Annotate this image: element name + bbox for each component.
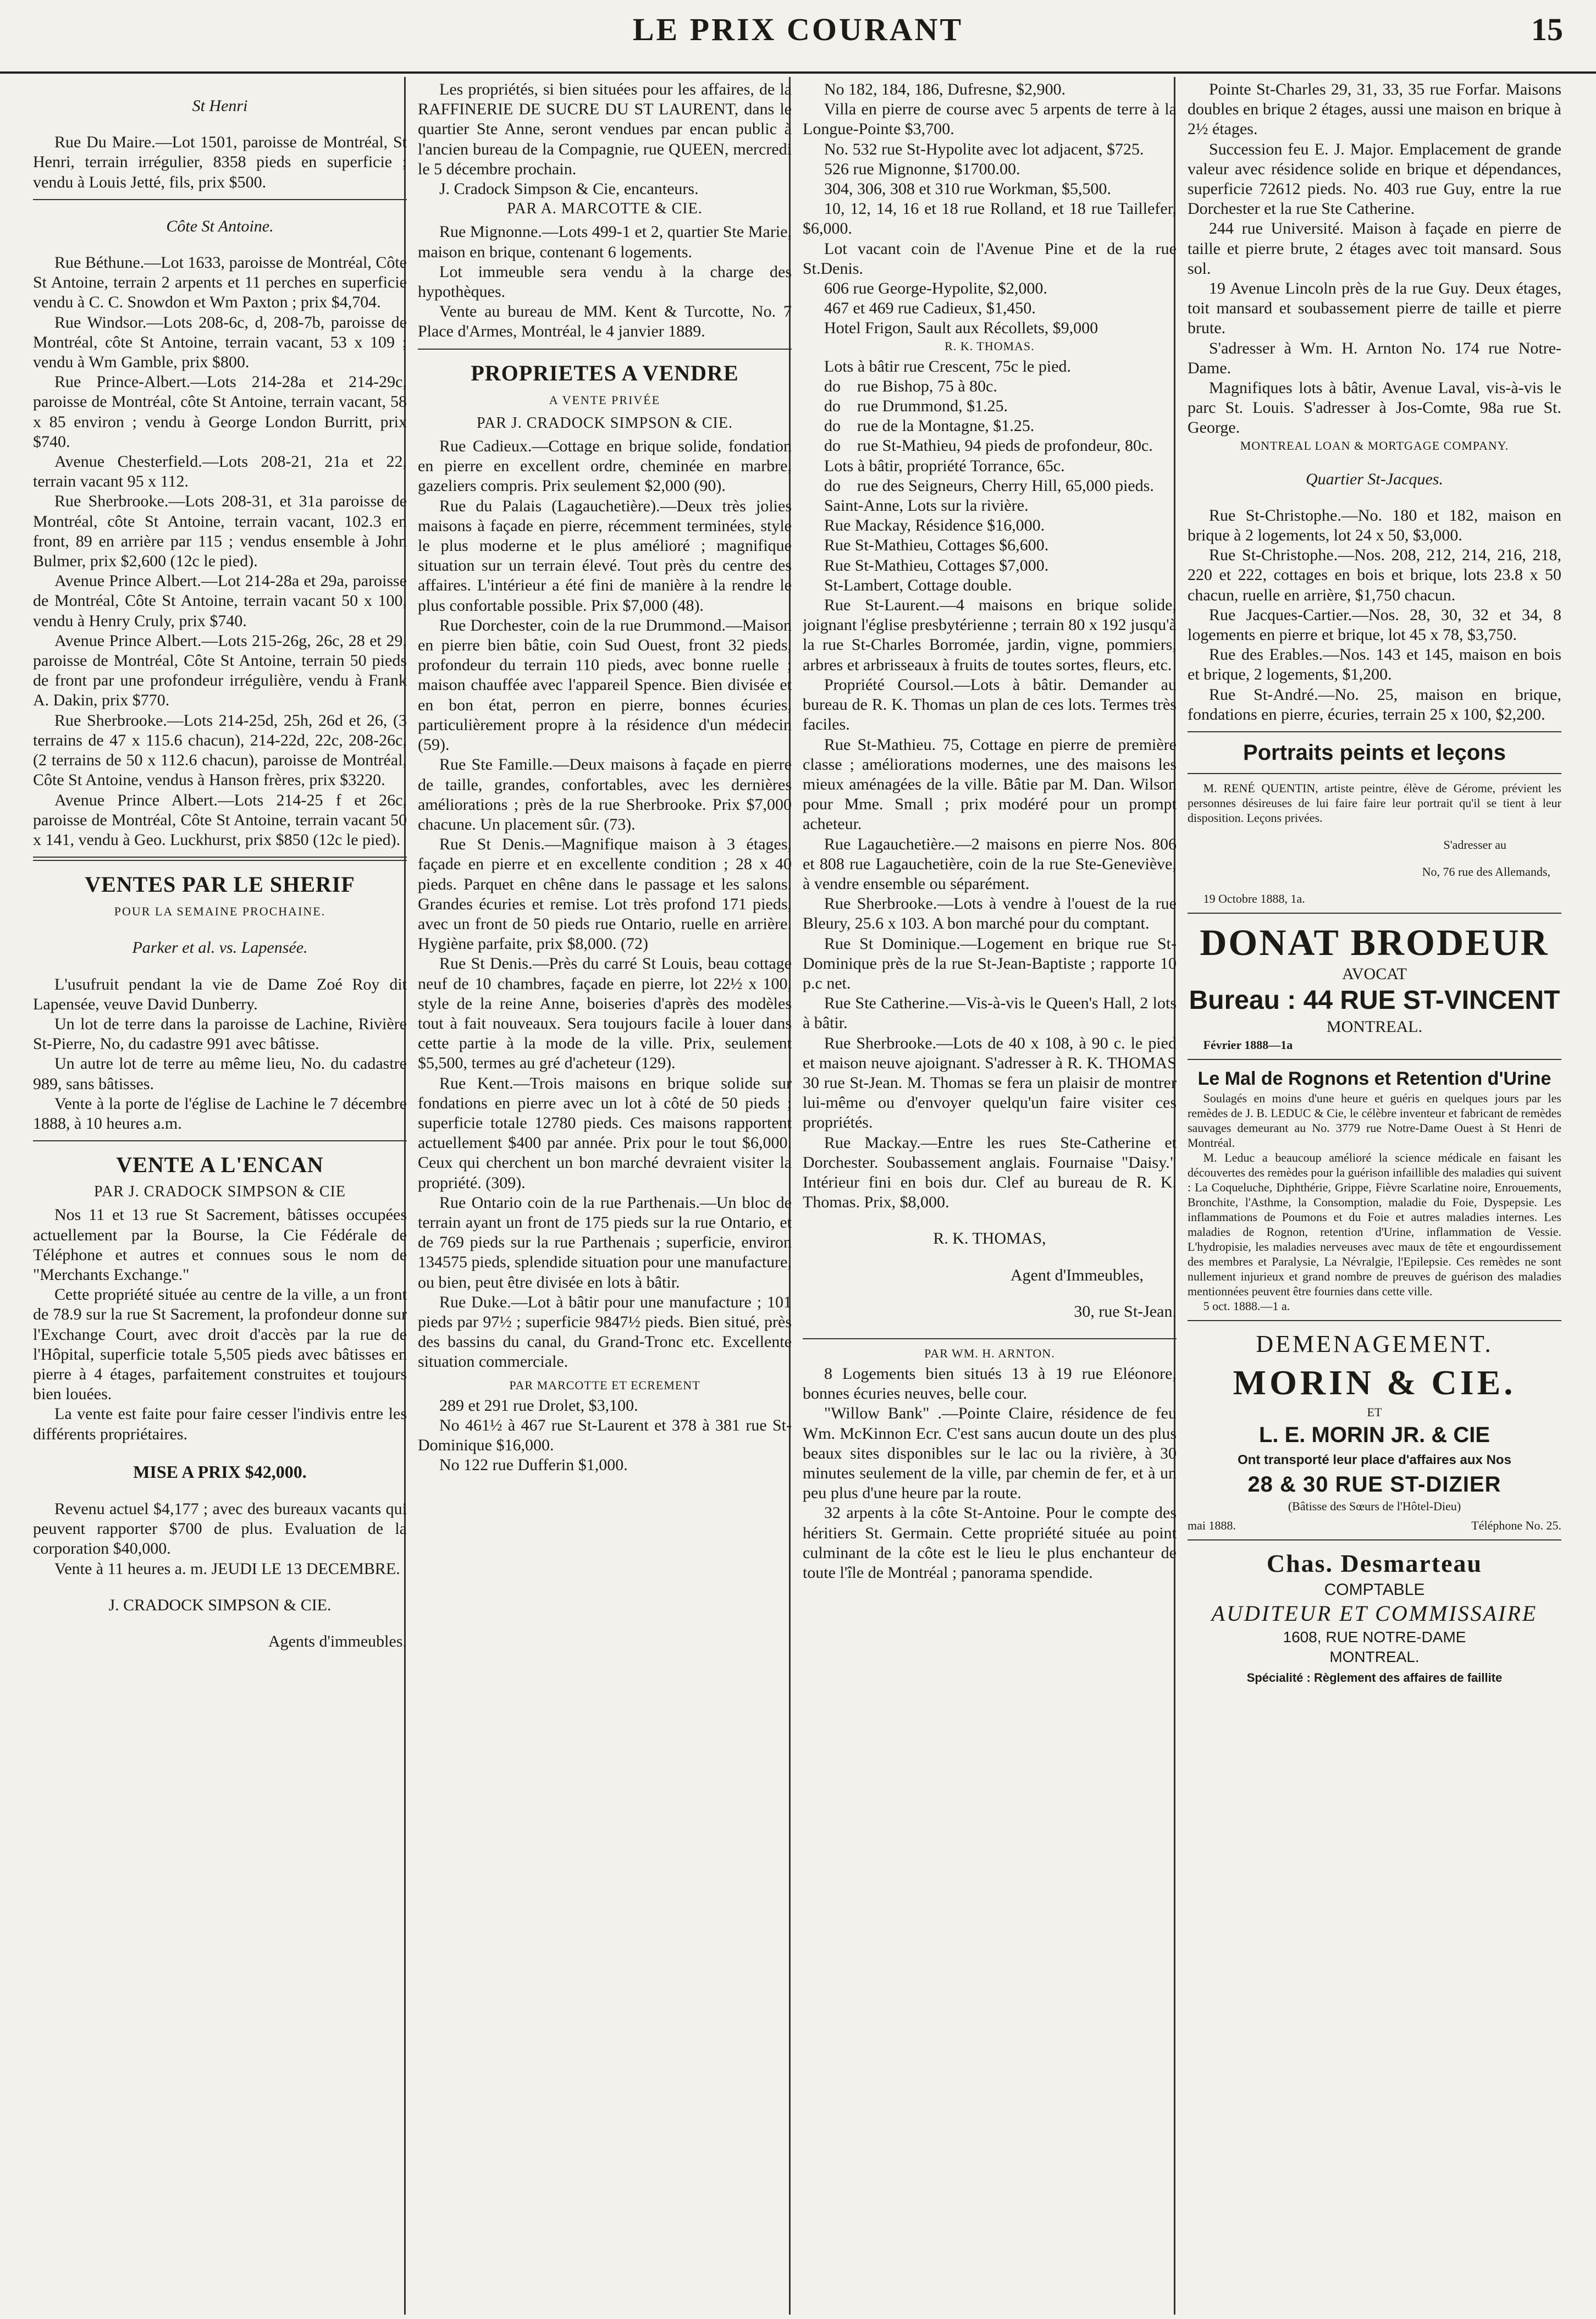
ad-note: (Bâtisse des Sœurs de l'Hôtel-Dieu) [1288,1499,1461,1513]
divider [1188,731,1561,732]
ad-body: M. RENÉ QUENTIN, artiste peintre, élève de Gérome, prévient les personnes désireuses de lui faire faire leur portrait qu'il se tient à leur disposition. Leçons privées. [1188,781,1561,825]
divider [803,1338,1177,1339]
page-number: 15 [1531,12,1563,47]
ad-body: Soulagés en moins d'une heure et guéris en quelques jours par les remèdes de J. B. LEDUC & Cie, le célèbre inventeur et fabricant de remèdes sauvages demeurant au No. 3779 rue Notre-Dame Ouest à St Henri de Montréal. [1188,1091,1561,1150]
listing-entry: Rue Ste Catherine.—Vis-à-vis le Queen's Hall, 2 lots à bâtir. [803,994,1177,1032]
sale-entry: Avenue Prince Albert.—Lot 214-28a et 29a, paroisse de Montréal, Côte St Antoine, terrain vacant 50 x 100, vendu à Henry Cruly, prix $740. [33,572,407,630]
listing-entry: Rue St-Laurent.—4 maisons en brique solide, joignant l'église presbytérienne ; terrain 80 x 192 jusqu'à la rue St-Charles Borromée, jardin, vigne, pommiers, arbres et arbrisseaux à fruits de toutes sortes, fleurs, etc. [803,596,1177,674]
ditto-entry: do rue des Seigneurs, Cherry Hill, 65,000 pieds. [824,476,1154,495]
sale-entry: Un autre lot de terre au même lieu, No. du cadastre 989, sans bâtisses. [33,1054,407,1093]
listing-entry: Magnifiques lots à bâtir, Avenue Laval, vis-à-vis le parc St. Louis. S'adresser à Jos-Comte, 98a rue St. George. [1188,379,1561,437]
listing-entry: Rue Ontario coin de la rue Parthenais.—Un bloc de terrain ayant un front de 175 pieds sur la rue Ontario, et de 769 pieds sur la rue Parthenais ; superficie, environ 134575 pieds, splendide situation pour une manufacture, ou bien, peut être divisée en lots à bâtir. [418,1193,792,1291]
case-title: Parker et al. vs. Lapensée. [132,938,308,957]
sale-entry: L'usufruit pendant la vie de Dame Zoé Roy dit Lapensée, veuve David Dunberry. [33,975,407,1013]
listing-entry: S'adresser à Wm. H. Arnton No. 174 rue Notre-Dame. [1188,339,1561,377]
listing-entry: Rue Lagauchetière.—2 maisons en pierre Nos. 806 et 808 rue Lagauchetière, coin de la rue Ste-Geneviève, à vendre ensemble ou séparément. [803,835,1177,893]
listing-entry: Villa en pierre de course avec 5 arpents de terre à la Longue-Pointe $3,700. [803,100,1177,139]
sale-entry: Vente à la porte de l'église de Lachine le 7 décembre 1888, à 10 heures a.m. [33,1094,407,1133]
ad-address: Bureau : 44 RUE ST-VINCENT [1189,986,1560,1015]
district-heading: Côte St Antoine. [166,217,274,235]
listing-entry: Rue Mackay, Résidence $16,000. [824,516,1045,535]
section-heading: VENTE A L'ENCAN [116,1152,324,1178]
listing-entry: 606 rue George-Hypolite, $2,000. [824,279,1048,298]
divider [1188,773,1561,774]
listing-entry: Rue Dorchester, coin de la rue Drummond.—Maison en pierre bien bâtie, coin Sud Ouest, front 32 pieds, profondeur du terrain 110 pieds, avec bonne ruelle ; maison chauffée avec l'appareil Spence. Bien divisée et en bon état, perron en pierre, bonnes écuries, particulièrement propre à la résidence d'un médecin (59). [418,616,792,754]
signature: 30, rue St-Jean. [1074,1302,1177,1321]
sale-entry: Lot immeuble sera vendu à la charge des hypothèques. [418,262,792,301]
listing-entry: Rue St-Mathieu, Cottages $6,600. [824,536,1049,555]
divider [1188,913,1561,914]
listing-entry: 289 et 291 rue Drolet, $3,100. [439,1396,638,1415]
sale-entry: Revenu actuel $4,177 ; avec des bureaux vacants qui peuvent rapporter $700 de plus. Evaluation de la corporation $40,000. [33,1499,407,1558]
ad-date: 5 oct. 1888.—1 a. [1203,1299,1290,1313]
listing-entry: Lot vacant coin de l'Avenue Pine et de la rue St.Denis. [803,239,1177,278]
page-header [0,0,1596,74]
listing-entry: 8 Logements bien situés 13 à 19 rue Eléonore, bonnes écuries neuves, belle cour. [803,1364,1177,1403]
column-3 [803,80,1177,2312]
sale-entry: Un lot de terre dans la paroisse de Lachine, Rivière St-Pierre, No, du cadastre 991 avec bâtisse. [33,1014,407,1053]
ad-date: Février 1888—1a [1203,1037,1293,1052]
listing-entry: Succession feu E. J. Major. Emplacement de grande valeur avec résidence solide en brique et dépendances, superficie 72612 pieds. No. 403 rue Guy, entre la rue Dorchester et la rue Ste Catherine. [1188,140,1561,218]
listing-entry: Propriété Coursol.—Lots à bâtir. Demander au bureau de R. K. Thomas un plan de ces lots. Termes très faciles. [803,675,1177,734]
ad-date: mai 1888. [1188,1518,1236,1532]
listing-entry: Rue St-Mathieu, Cottages $7,000. [824,556,1049,575]
ditto-entry: do rue de la Montagne, $1.25. [824,417,1035,435]
listing-entry: Rue Sherbrooke.—Lots à vendre à l'ouest de la rue Bleury, 25.6 x 103. A bon marché pour du comptant. [803,895,1177,933]
listing-entry: Rue St Denis.—Près du carré St Louis, beau cottage neuf de 10 chambres, façade en pierre, lot 22½ x 100, style de la reine Anne, boiseries d'après des modèles tout à fait nouveaux. Sera toujours facile à louer dans cette partie à la mode de la ville. Prix, seulement $5,500, termes au gré d'acheteur (129). [418,954,792,1073]
sale-entry: Rue Windsor.—Lots 208-6c, d, 208-7b, paroisse de Montréal, côte St Antoine, terrain vacant, 53 x 109 ; vendu à Wm Gamble, prix $800. [33,313,407,372]
listing-entry: 10, 12, 14, 16 et 18 rue Rolland, et 18 rue Taillefer, $6,000. [803,200,1177,238]
listing-entry: No 182, 184, 186, Dufresne, $2,900. [824,80,1066,98]
ad-leduc-remedies [1188,1067,1561,1313]
ditto-entry: do rue St-Mathieu, 94 pieds de profondeur, 80c. [824,437,1153,455]
listing-entry: St-Lambert, Cottage double. [824,576,1012,594]
listing-entry: Rue Ste Famille.—Deux maisons à façade en pierre de taille, grandes, confortables, avec les dernières améliorations ; près de la rue Sherbrooke. Prix $7,000 chacune. Un placement sûr. (73). [418,755,792,833]
sale-entry: Rue Prince-Albert.—Lots 214-28a et 214-29c, paroisse de Montréal, côte St Antoine, terrain vacant, 58 x 85 environ ; vendu à George London Burritt, prix $740. [33,373,407,451]
divider [1188,1059,1561,1060]
ad-title: COMPTABLE [1324,1580,1425,1599]
listing-entry: 19 Avenue Lincoln près de la rue Guy. Deux étages, toit mansard et soubassement pierre de taille et pierre brute. [1188,279,1561,338]
sale-entry: Nos 11 et 13 rue St Sacrement, bâtisses occupées actuellement par la Bourse, la Cie Fédérale de Téléphone et autres et connues sous le nom de "Merchants Exchange." [33,1206,407,1284]
signature: Agents d'immeubles. [268,1632,407,1650]
auctioneer-byline: PAR J. CRADOCK SIMPSON & CIE. [477,414,733,432]
signature: Agent d'Immeubles, [1010,1266,1144,1284]
listing-entry: Rue Cadieux.—Cottage en brique solide, fondation en pierre en excellent ordre, cheminée en marbre, gazeliers compris. Prix seulement $2,000 (90). [418,437,792,495]
sale-entry: Rue Sherbrooke.—Lots 214-25d, 25h, 26d et 26, (3 terrains de 47 x 115.6 chacun), 214-22d, 22c, 208-26c, (2 terrains de 50 x 112.6 chacun), paroisse de Montréal, Côte St Antoine, vendus à Hanson frères, prix $3220. [33,711,407,789]
listing-entry: Rue Jacques-Cartier.—Nos. 28, 30, 32 et 34, 8 logements en pierre et brique, lot 45 x 78, $3,750. [1188,605,1561,644]
agent-byline: MONTREAL LOAN & MORTGAGE COMPANY. [1240,438,1509,452]
signature: J. CRADOCK SIMPSON & CIE. [108,1595,332,1614]
listing-entry: Saint-Anne, Lots sur la rivière. [824,496,1029,515]
starting-price: MISE A PRIX $42,000. [133,1461,307,1482]
listing-entry: Rue St Denis.—Magnifique maison à 3 étages, façade en pierre et en excellente condition ; 28 x 40 pieds. Parquet en chêne dans le passage et les salons. Grandes écuries et remise. Lot très profond 171 pieds, avec un front de 50 pieds rue Ontario, ruelle en arrière. Hygiène parfaite, prix $8,000. (72) [418,835,792,953]
listing-entry: Hotel Frigon, Sault aux Récollets, $9,000 [824,319,1098,338]
column-1 [33,80,407,2312]
agent-byline: PAR WM. H. ARNTON. [924,1346,1055,1360]
column-2 [418,80,792,2312]
section-heading: VENTES PAR LE SHERIF [85,872,355,897]
ad-city: MONTREAL. [1326,1018,1423,1036]
sale-entry: Rue Du Maire.—Lot 1501, paroisse de Montréal, St Henri, terrain irrégulier, 8358 pieds en superficie ; vendu à Louis Jetté, fils, prix $500. [33,133,407,191]
sale-entry: Rue Sherbrooke.—Lots 208-31, et 31a paroisse de Montréal, côte St Antoine, terrain vacant, 102.3 en front, 89 en arrière par 115 ; vendus ensemble à John Bulmer, prix $2,600 (12c le pied). [33,492,407,571]
listing-entry: 467 et 469 rue Cadieux, $1,450. [824,299,1036,318]
ad-portraits [1188,739,1561,906]
ad-name: L. E. MORIN JR. & CIE [1258,1422,1490,1447]
divider [1188,1320,1561,1321]
divider [33,857,407,861]
district-heading: Quartier St-Jacques. [1306,470,1443,488]
section-subheading: POUR LA SEMAINE PROCHAINE. [114,904,326,919]
ad-morin [1188,1328,1561,1533]
sale-entry: Cette propriété située au centre de la ville, a un front de 78.9 sur la rue St Sacrement, la profondeur donne sur l'Exchange Court, avec droit d'accès par la rue de l'Hôpital, superficie totale 5,505 pieds avec bâtisses en pierre à 4 étages, parfaitement construites et toujours bien louées. [33,1285,407,1404]
ad-heading: Le Mal de Rognons et Retention d'Urine [1197,1068,1551,1089]
sale-entry: Avenue Prince Albert.—Lots 215-26g, 26c, 28 et 29, paroisse de Montréal, Côte St Antoine, terrain 50 pieds de front par une profondeur irrégulière, vendu à Frank A. Dakin, prix $770. [33,631,407,710]
listing-entry: Pointe St-Charles 29, 31, 33, 35 rue Forfar. Maisons doubles en brique 2 étages, aussi une maison en brique à 2½ étages. [1188,80,1561,139]
listing-entry: 244 rue Université. Maison à façade en pierre de taille et pierre brute, 2 étages avec toit mansard. Sous sol. [1188,219,1561,278]
sale-entry: La vente est faite pour faire cesser l'indivis entre les différents propriétaires. [33,1405,407,1443]
ad-date: 19 Octobre 1888, 1a. [1203,892,1305,906]
listing-entry: No 122 rue Dufferin $1,000. [439,1456,628,1475]
ad-city: MONTREAL. [1329,1648,1420,1666]
sale-entry: Rue Mignonne.—Lots 499-1 et 2, quartier Ste Marie, maison en brique, contenant 6 logements. [418,223,792,261]
listing-entry: 526 rue Mignonne, $1700.00. [824,159,1020,178]
listing-entry: Rue St-Mathieu. 75, Cottage en pierre de première classe ; améliorations modernes, une des maisons les mieux aménagées de la ville. Bâtie par M. Dan. Wilson pour Mme. Small ; prix modéré pour un prompt acheteur. [803,735,1177,833]
ad-name: MORIN & CIE. [1233,1362,1516,1402]
auctioneer-byline: PAR J. CRADOCK SIMPSON & CIE [94,1183,346,1201]
newspaper-title: LE PRIX COURANT [632,12,964,47]
listing-entry: Rue Sherbrooke.—Lots de 40 x 108, à 90 c. le pied et maison neuve ajoignant. S'adresser à R. K. THOMAS 30 rue St-Jean. M. Thomas se fera un plaisir de montrer lui-même ou d'envoyer quelqu'un faire visiter ces propriétés. [803,1034,1177,1132]
ad-donat-brodeur [1188,920,1561,1052]
section-subheading: A VENTE PRIVÉE [549,393,661,407]
auctioneer-byline: PAR A. MARCOTTE & CIE. [507,200,703,218]
divider [33,199,407,200]
signature: J. Cradock Simpson & Cie, encanteurs. [439,180,699,198]
listing-entry: No 461½ à 467 rue St-Laurent et 378 à 381 rue St-Dominique $16,000. [418,1416,792,1454]
ad-title: AUDITEUR ET COMMISSAIRE [1211,1600,1538,1626]
listing-entry: Rue St-André.—No. 25, maison en brique, fondations en pierre, écuries, terrain 25 x 100, $2,200. [1188,685,1561,724]
listing-entry: Lots à bâtir rue Crescent, 75c le pied. [824,357,1072,376]
ad-footer [1188,1518,1561,1533]
district-heading: St Henri [192,97,248,115]
divider [1188,1539,1561,1541]
sale-entry: Vente au bureau de MM. Kent & Turcotte, No. 7 Place d'Armes, Montréal, le 4 janvier 1889. [418,302,792,341]
ad-name: DONAT BRODEUR [1200,921,1549,964]
divider [33,1140,407,1141]
listing-entry: "Willow Bank" .—Pointe Claire, résidence de feu Wm. McKinnon Ecr. C'est sans aucun doute un des plus beaux sites disponibles sur le lac ou la rivière, à 30 minutes seulement de la ville, par chemin de fer, et à un peu plus d'une heure par la route. [803,1404,1177,1503]
ad-address: S'adresser au [1443,838,1506,852]
listing-entry: 32 arpents à la côte St-Antoine. Pour le compte des héritiers St. Germain. Cette propriété située au point culminant de la côte est le lieu le plus enchanteur de toute l'île de Montréal ; panorama spendide. [803,1504,1177,1582]
ad-address: 1608, RUE NOTRE-DAME [1283,1628,1466,1646]
ad-phone: Téléphone No. 25. [1471,1518,1561,1532]
ad-address: 28 & 30 RUE ST-DIZIER [1247,1472,1501,1497]
listing-entry: Rue Kent.—Trois maisons en brique solide sur fondations en pierre avec un lot à côté de 50 pieds ; superficie totale 12780 pieds. Ces maisons rapportent actuellement $400 par année. Prix pour le tout $6,000. Ceux qui cherchent un bon marché devraient visiter la propriété. (309). [418,1074,792,1192]
ad-heading: Portraits peints et leçons [1243,741,1506,765]
sale-entry: Vente à 11 heures a. m. JEUDI LE 13 DECEMBRE. [54,1559,400,1578]
signature: R. K. THOMAS, [933,1229,1046,1248]
ad-title: AVOCAT [1342,965,1407,984]
listing-entry: Rue St Dominique.—Logement en brique rue St-Dominique près de la rue St-Jean-Baptiste ; rapporte 10 p.c net. [803,934,1177,992]
agent-byline: R. K. THOMAS. [945,339,1035,353]
ad-address: No, 76 rue des Allemands, [1422,865,1550,879]
section-heading: PROPRIETES A VENDRE [471,360,739,385]
sale-entry: Rue Béthune.—Lot 1633, paroisse de Montréal, Côte St Antoine, terrain 2 arpents et 11 perches en superficie vendu à C. C. Snowdon et Wm Paxton ; prix $4,704. [33,253,407,312]
sale-entry: Avenue Prince Albert.—Lots 214-25 f et 26c, paroisse de Montréal, Côte St Antoine, terrain vacant 50 x 141, vendu à Geo. Luckhurst, prix $850 (12c le pied). [33,791,407,849]
agent-byline: PAR MARCOTTE ET ECREMENT [509,1378,700,1392]
listing-entry: Lots à bâtir, propriété Torrance, 65c. [824,456,1065,475]
listing-entry: No. 532 rue St-Hypolite avec lot adjacent, $725. [824,140,1144,158]
listing-entry: 304, 306, 308 et 310 rue Workman, $5,500. [824,180,1111,198]
sale-entry: Avenue Chesterfield.—Lots 208-21, 21a et 22, terrain vacant 95 x 112. [33,452,407,491]
ad-body: M. Leduc a beaucoup amélioré la science médicale en faisant les découvertes des remèdes pour la guérison infaillible des maladies qui suivent : La Coqueluche, Diphthérie, Grippe, Fièvre Scarlatine noire, Enrouements, Bronchite, l'Asthme, la Consomption, maladie du Foie, Dyspepsie. Les inflammations de Poumons et du Foie et autres maladies internes. Les maladies de Rognon, retention d'Urine, inflammation de Vessie. L'hydropisie, les maladies nerveuses avec maux de tête et engourdissement des membres et Paralysie, La Névralgie, l'Epilepsie. Ces remèdes ne sont nullement injurieux et grand nombre de preuves de guérison des maladies mentionnées peuvent être fournies dans cette ville. [1188,1150,1561,1298]
listing-entry: Rue du Palais (Lagauchetière).—Deux très jolies maisons à façade en pierre, récemment terminées, style le plus moderne et le plus amélioré ; magnifique situation sur un terrain élevé. Tout près du centre des affaires. L'intérieur a été fini de manière à la rendre le plus confortable possible. Prix $7,000 (48). [418,496,792,615]
divider [418,349,792,350]
ad-specialty: Spécialité : Règlement des affaires de faillite [1246,1671,1503,1685]
ad-conjunction: ET [1367,1405,1382,1419]
ad-line: Ont transporté leur place d'affaires aux Nos [1238,1452,1511,1467]
ad-desmarteau [1188,1547,1561,1686]
listing-entry: Rue Duke.—Lot à bâtir pour une manufacture ; 101 pieds par 97½ ; superficie 9847½ pieds. Bien situé, près des bassins du canal, du Grand-Tronc etc. Excellente situation commerciale. [418,1293,792,1371]
listing-entry: Rue St-Christophe.—No. 180 et 182, maison en brique à 2 logements, lot 24 x 50, $3,000. [1188,506,1561,545]
sale-entry: Les propriétés, si bien situées pour les affaires, de la RAFFINERIE DE SUCRE DU ST LAURENT, dans le quartier Ste Anne, seront vendues par encan public à l'ancien bureau de la Compagnie, rue QUEEN, mercredi le 5 décembre prochain. [418,80,792,178]
ditto-entry: do rue Drummond, $1.25. [824,397,1008,416]
ad-name: Chas. Desmarteau [1266,1549,1483,1577]
listing-entry: Rue Mackay.—Entre les rues Ste-Catherine et Dorchester. Soubassement anglais. Fournaise "Daisy." Intérieur fini en bois dur. Clef au bureau de R. K. Thomas. Prix, $8,000. [803,1133,1177,1212]
listing-entry: Rue des Erables.—Nos. 143 et 145, maison en bois et brique, 2 logements, $1,200. [1188,645,1561,684]
ad-heading: DEMENAGEMENT. [1256,1330,1493,1357]
listing-entry: Rue St-Christophe.—Nos. 208, 212, 214, 216, 218, 220 et 222, cottages en bois et brique, lots 23.8 x 50 chacun, ruelle en arrière, $1,750 chacun. [1188,546,1561,604]
ditto-entry: do rue Bishop, 75 à 80c. [824,377,997,395]
column-4 [1188,80,1561,2312]
